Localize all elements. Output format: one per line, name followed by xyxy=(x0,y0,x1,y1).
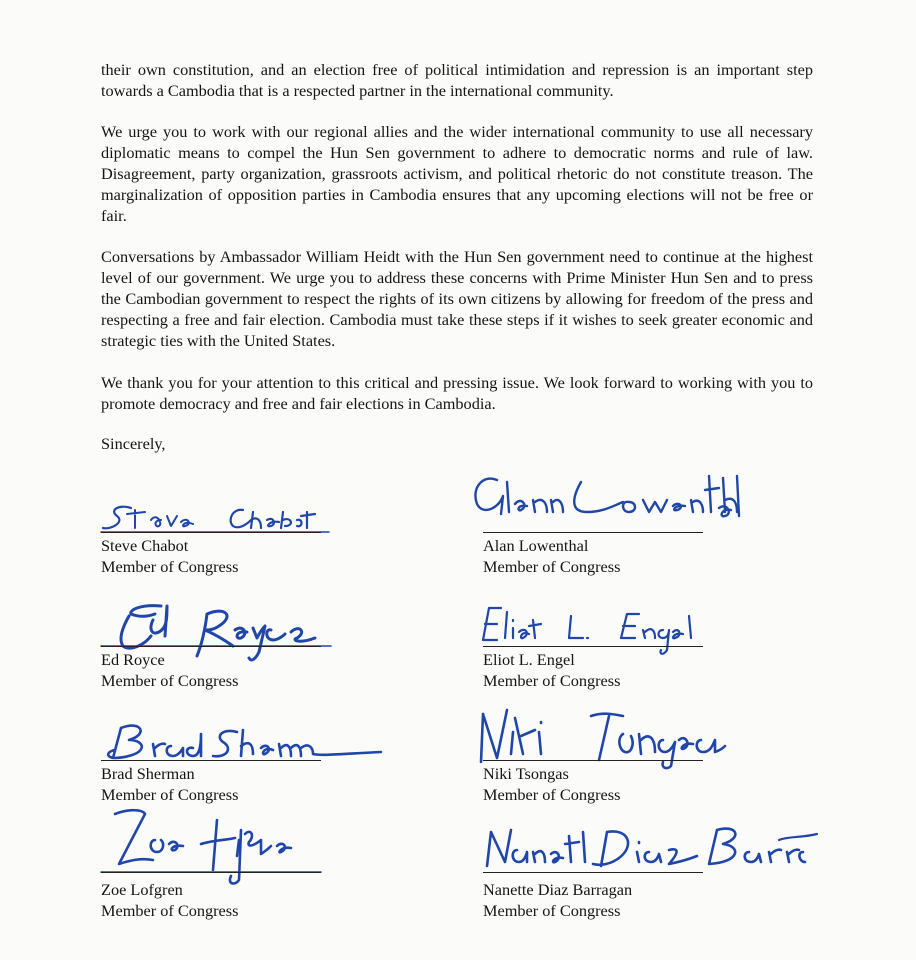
signature-line xyxy=(101,760,321,761)
signatory-name: Steve Chabot xyxy=(101,536,189,555)
signatory-name: Nanette Diaz Barragan xyxy=(483,880,633,899)
signature-line xyxy=(483,872,703,873)
signatory-title: Member of Congress xyxy=(483,901,621,920)
paragraph-1: their own constitution, and an election free of political intimidation and repression is an important step towards a Cambodia that is a respected partner in the international community. xyxy=(101,60,813,100)
signatory-name: Eliot L. Engel xyxy=(483,650,575,669)
signatory-title: Member of Congress xyxy=(483,785,621,804)
handwritten-signature-barragan xyxy=(483,816,823,886)
signatory-name: Niki Tsongas xyxy=(483,764,569,783)
signature-line xyxy=(101,872,321,873)
handwritten-signature-lowenthal xyxy=(453,466,743,530)
signatory-title: Member of Congress xyxy=(101,671,239,690)
signatory-name: Ed Royce xyxy=(101,650,165,669)
paragraph-3: Conversations by Ambassador William Heidt with the Hun Sen government need to continue at the highest level of our government. We urge you to address these concerns with Prime Minister Hun Sen and to press the Cambodian government to respect the rights of its own citizens by allowing for freedom of the press and respecting a free and fair election. Cambodia must take these steps if it wishes to seek greater economic and strategic ties with the United States. xyxy=(101,247,813,350)
handwritten-signature-lofgren xyxy=(101,800,341,890)
signatory-title: Member of Congress xyxy=(483,671,621,690)
signatory-name: Alan Lowenthal xyxy=(483,536,589,555)
signature-line xyxy=(483,532,703,533)
signature-line xyxy=(101,646,321,647)
signatory-title: Member of Congress xyxy=(101,785,239,804)
signature-line xyxy=(483,760,703,761)
closing-salutation: Sincerely, xyxy=(101,434,166,453)
paragraph-2: We urge you to work with our regional allies and the wider international community to use all necessary diplomatic means to compel the Hun Sen government to adhere to democratic norms and rule of law. Disagreement, party organization, grassroots activism, and political rhetoric do not constitute treason. The marginalization of opposition parties in Cambodia ensures that any upcoming elections will not be free or fair. xyxy=(101,122,813,225)
signatory-title: Member of Congress xyxy=(101,901,239,920)
handwritten-signature-chabot xyxy=(101,490,331,538)
signatory-name: Brad Sherman xyxy=(101,764,195,783)
signatory-name: Zoe Lofgren xyxy=(101,880,183,899)
signature-line xyxy=(483,646,703,647)
signature-line xyxy=(101,532,321,533)
signatory-title: Member of Congress xyxy=(483,557,621,576)
signatory-title: Member of Congress xyxy=(101,557,239,576)
paragraph-4: We thank you for your attention to this critical and pressing issue. We look forward to working with you to promote democracy and free and fair elections in Cambodia. xyxy=(101,373,813,413)
signature-tail xyxy=(715,474,755,524)
